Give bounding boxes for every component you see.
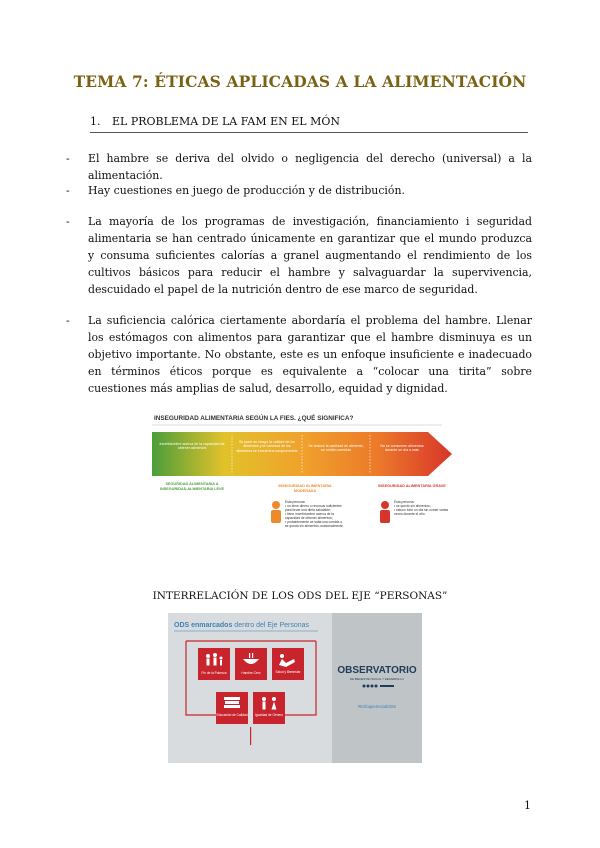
bullet-text: El hambre se deriva del olvido o negligencia del derecho (universal) a la alimentación. xyxy=(88,152,532,182)
ods-figure xyxy=(168,613,422,763)
fies-stage-4: No se consumen alimentos durante un día o más xyxy=(380,444,424,453)
ods-tile-4 xyxy=(216,692,248,724)
figure-caption: INTERRELACIÓN DE LOS ODS DEL EJE “PERSONAS” xyxy=(152,590,448,602)
ods-tile-1 xyxy=(198,648,230,680)
ods-heading: ODS enmarcados dentro del Eje Personas xyxy=(174,622,310,629)
person-icon xyxy=(380,501,390,523)
bullet-dash: - xyxy=(66,184,70,197)
fies-stage-1: Incertidumbre acerca de la capacidad de obtener alimentos xyxy=(159,442,225,451)
observatorio-subtitle: DE BIENESTAR SOCIAL Y DESARROLLO xyxy=(350,677,404,681)
bullet-text: Hay cuestiones en juego de producción y de distribución. xyxy=(88,184,405,197)
bullet-dash: - xyxy=(66,152,70,165)
section-title: EL PROBLEMA DE LA FAM EN EL MÓN xyxy=(112,115,341,128)
bullet-item xyxy=(66,183,532,200)
svg-text:Salud y Bienestar: Salud y Bienestar xyxy=(275,670,301,674)
svg-text:Igualdad de Género: Igualdad de Género xyxy=(254,713,284,717)
bullet-dash: - xyxy=(66,314,70,327)
ods-hashtag: #EnfoqueSocialODS xyxy=(357,704,397,709)
books-icon xyxy=(224,697,240,708)
bullet-item xyxy=(66,313,532,398)
person-icon xyxy=(271,501,281,523)
ods-connector xyxy=(250,727,251,745)
fies-label-severe: INSEGURIDAD ALIMENTARIA GRAVE xyxy=(378,484,446,488)
bullet-text: La suficiencia calórica ciertamente abordaría el problema del hambre. Llenar los estómagos con alimentos para garantizar que el hambre disminuya es un objetivo importante. No obstante, este es un enfoque insuficiente e inadecuado en términos éticos porque es equivalente a “colocar una tirita” sobre cuestiones más amplias de salud, desarrollo, equidad y dignidad. xyxy=(88,314,532,395)
fies-stage-3: Se reduce la cantidad de alimento, se omiten comidas xyxy=(308,444,364,453)
svg-text:Hambre Cero: Hambre Cero xyxy=(241,671,261,675)
ods-tile-3 xyxy=(272,648,304,680)
section-heading xyxy=(90,115,528,133)
fies-label-mild: SEGURIDAD ALIMENTARIA A INSEGURIDAD ALIMENTARIA LEVE xyxy=(159,482,225,491)
page-number: 1 xyxy=(524,799,531,812)
fies-title: INSEGURIDAD ALIMENTARIA SEGÚN LA FIES. ¿QUÉ SIGNIFICA? xyxy=(154,415,354,422)
fies-infographic xyxy=(152,408,457,568)
ods-tile-2 xyxy=(235,648,267,680)
fies-moderate-description: Esta persona: • no tiene dinero o recursos suficientes para llevar una dieta saludable; • tiene incertidumbre acerca de la capacidad de obtener alimentos; • probablemente se salta una comida o se queda sin alimentos ocasionalmente. xyxy=(285,500,344,528)
bullet-dash: - xyxy=(66,215,70,228)
observatorio-logo: OBSERVATORIO xyxy=(337,665,417,676)
page-title: TEMA 7: ÉTICAS APLICADAS A LA ALIMENTACIÓN xyxy=(73,72,527,91)
fies-label-moderate: INSEGURIDAD ALIMENTARIA MODERADA xyxy=(278,484,332,493)
bullet-item xyxy=(66,151,532,185)
ods-tile-5 xyxy=(253,692,285,724)
bullet-item xyxy=(66,214,532,299)
bullet-text: La mayoría de los programas de investigación, financiamiento i seguridad alimentaria se han centrado únicamente en garantizar que el mundo produzca y consuma suficientes calorías a granel augmentando el rendimiento de los cultivos básicos para reducir el hambre y salvaguardar la supervivencia, descuidado el papel de la nutrición dentro de ese marco de seguridad. xyxy=(88,215,532,296)
svg-text:Fin de la Pobreza: Fin de la Pobreza xyxy=(201,671,227,675)
svg-text:Educación de Calidad: Educación de Calidad xyxy=(216,713,248,717)
section-number: 1. xyxy=(90,115,101,128)
fies-severe-description: Esta persona: • se quedó sin alimentos; • estuvo todo un día sin comer varias veces durante el año. xyxy=(394,500,449,516)
fies-stage-2: Se pone en riesgo la calidad de los alimentos y la variedad de los alimentos se encuentra comprometida xyxy=(236,440,298,453)
